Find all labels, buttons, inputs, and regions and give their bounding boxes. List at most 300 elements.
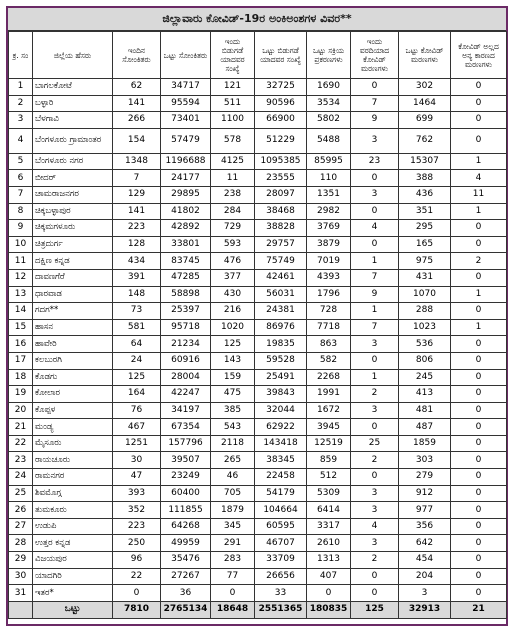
cell-today-deaths: 4 (351, 518, 399, 535)
cell-serial: 26 (9, 502, 33, 519)
cell-non-covid-deaths: 0 (451, 568, 507, 585)
cell-non-covid-deaths: 0 (451, 402, 507, 419)
cell-serial: 21 (9, 419, 33, 436)
cell-total-deaths: 436 (399, 186, 451, 203)
cell-today-discharged: 593 (211, 236, 255, 253)
cell-total-discharged: 33 (255, 585, 307, 602)
cell-today-deaths: 3 (351, 186, 399, 203)
cell-district: ಇತರ* (33, 585, 113, 602)
cell-total-cases: 39507 (161, 452, 211, 469)
cell-active-cases: 3534 (307, 95, 351, 112)
cell-non-covid-deaths: 0 (451, 352, 507, 369)
cell-serial: 5 (9, 153, 33, 170)
cell-total-cases: 67354 (161, 419, 211, 436)
total-cell-non-covid-deaths: 21 (451, 601, 507, 618)
cell-total-discharged: 19835 (255, 336, 307, 353)
cell-active-cases: 0 (307, 585, 351, 602)
cell-district: ಬೀದರ್ (33, 170, 113, 187)
col-header-today-cases: ಇಂದಿನ ಸೋಂಕಿತರು (113, 32, 161, 79)
cell-active-cases: 1690 (307, 79, 351, 96)
table-row (9, 153, 507, 170)
cell-today-cases: 128 (113, 236, 161, 253)
cell-active-cases: 512 (307, 469, 351, 486)
cell-serial: 18 (9, 369, 33, 386)
cell-total-discharged: 38345 (255, 452, 307, 469)
cell-district: ಹಾಸನ (33, 319, 113, 336)
cell-serial: 27 (9, 518, 33, 535)
cell-today-cases: 467 (113, 419, 161, 436)
cell-non-covid-deaths: 0 (451, 79, 507, 96)
cell-total-cases: 95718 (161, 319, 211, 336)
table-row (9, 203, 507, 220)
cell-today-cases: 30 (113, 452, 161, 469)
cell-serial: 22 (9, 435, 33, 452)
cell-total-deaths: 388 (399, 170, 451, 187)
cell-total-deaths: 413 (399, 386, 451, 403)
col-header-today-discharged: ಇಂದು ಬಿಡುಗಡೆ ಯಾದವರ ಸಂಖ್ಯೆ (211, 32, 255, 79)
col-header-active-cases: ಒಟ್ಟು ಸಕ್ರಿಯ ಪ್ರಕರಣಗಳು (307, 32, 351, 79)
cell-serial: 23 (9, 452, 33, 469)
cell-total-cases: 58898 (161, 286, 211, 303)
cell-total-cases: 42247 (161, 386, 211, 403)
cell-today-discharged: 385 (211, 402, 255, 419)
cell-total-deaths: 302 (399, 79, 451, 96)
cell-district: ವಿಜಯಪುರ (33, 552, 113, 569)
cell-serial: 15 (9, 319, 33, 336)
cell-today-deaths: 3 (351, 485, 399, 502)
cell-today-cases: 1348 (113, 153, 161, 170)
cell-district: ಬೆಳಗಾವಿ (33, 112, 113, 129)
cell-district: ಚಿತ್ರದುರ್ಗ (33, 236, 113, 253)
cell-district: ಬೆಂಗಳೂರು ಗ್ರಾಮಾಂತರ (33, 128, 113, 153)
cell-non-covid-deaths: 0 (451, 535, 507, 552)
cell-serial: 1 (9, 79, 33, 96)
cell-today-deaths: 25 (351, 435, 399, 452)
cell-today-discharged: 283 (211, 552, 255, 569)
cell-today-deaths: 2 (351, 386, 399, 403)
cell-non-covid-deaths: 0 (451, 585, 507, 602)
table-row (9, 170, 507, 187)
cell-today-deaths: 0 (351, 236, 399, 253)
table-row (9, 452, 507, 469)
cell-total-cases: 33801 (161, 236, 211, 253)
cell-total-deaths: 431 (399, 269, 451, 286)
cell-serial: 30 (9, 568, 33, 585)
cell-district: ದಕ್ಷಿಣ ಕನ್ನಡ (33, 253, 113, 270)
cell-serial: 6 (9, 170, 33, 187)
cell-today-cases: 223 (113, 518, 161, 535)
cell-serial: 20 (9, 402, 33, 419)
cell-today-cases: 73 (113, 303, 161, 320)
cell-district: ಶಿವಮೊಗ್ಗ (33, 485, 113, 502)
table-row (9, 112, 507, 129)
cell-active-cases: 5802 (307, 112, 351, 129)
cell-today-cases: 391 (113, 269, 161, 286)
cell-total-cases: 57479 (161, 128, 211, 153)
cell-district: ಚಾಮರಾಜನಗರ (33, 186, 113, 203)
cell-non-covid-deaths: 0 (451, 552, 507, 569)
cell-active-cases: 6414 (307, 502, 351, 519)
total-cell-total-discharged: 2551365 (255, 601, 307, 618)
cell-serial: 4 (9, 128, 33, 153)
table-row (9, 128, 507, 153)
cell-active-cases: 863 (307, 336, 351, 353)
cell-active-cases: 582 (307, 352, 351, 369)
cell-today-discharged: 291 (211, 535, 255, 552)
cell-total-discharged: 28097 (255, 186, 307, 203)
cell-district: ಬೆಂಗಳೂರು ನಗರ (33, 153, 113, 170)
cell-total-discharged: 75749 (255, 253, 307, 270)
table-row (9, 402, 507, 419)
cell-total-discharged: 26656 (255, 568, 307, 585)
total-cell-total-deaths: 32913 (399, 601, 451, 618)
cell-district: ಚಿಕ್ಕಮಗಳೂರು (33, 220, 113, 237)
cell-today-cases: 129 (113, 186, 161, 203)
cell-district: ಉಡುಪಿ (33, 518, 113, 535)
cell-serial: 12 (9, 269, 33, 286)
cell-serial: 25 (9, 485, 33, 502)
cell-total-discharged: 54179 (255, 485, 307, 502)
total-cell-district: ಒಟ್ಟು (33, 601, 113, 618)
cell-today-deaths: 2 (351, 452, 399, 469)
cell-non-covid-deaths: 0 (451, 112, 507, 129)
cell-today-cases: 22 (113, 568, 161, 585)
cell-total-cases: 28004 (161, 369, 211, 386)
cell-total-cases: 1196688 (161, 153, 211, 170)
cell-non-covid-deaths: 2 (451, 253, 507, 270)
cell-total-deaths: 15307 (399, 153, 451, 170)
total-cell-total-cases: 2765134 (161, 601, 211, 618)
table-row (9, 419, 507, 436)
cell-district: ಗದಗ** (33, 303, 113, 320)
cell-today-discharged: 476 (211, 253, 255, 270)
cell-non-covid-deaths: 11 (451, 186, 507, 203)
cell-serial: 13 (9, 286, 33, 303)
cell-today-discharged: 0 (211, 585, 255, 602)
cell-total-cases: 29895 (161, 186, 211, 203)
cell-total-discharged: 56031 (255, 286, 307, 303)
cell-today-deaths: 1 (351, 369, 399, 386)
cell-district: ದಾವಣಗೆರೆ (33, 269, 113, 286)
cell-total-cases: 60400 (161, 485, 211, 502)
cell-active-cases: 1991 (307, 386, 351, 403)
cell-total-deaths: 1859 (399, 435, 451, 452)
cell-today-cases: 154 (113, 128, 161, 153)
cell-today-deaths: 7 (351, 95, 399, 112)
cell-active-cases: 2268 (307, 369, 351, 386)
cell-today-cases: 64 (113, 336, 161, 353)
cell-today-cases: 7 (113, 170, 161, 187)
cell-total-cases: 47285 (161, 269, 211, 286)
cell-total-discharged: 38468 (255, 203, 307, 220)
cell-today-deaths: 0 (351, 568, 399, 585)
table-row (9, 386, 507, 403)
cell-total-deaths: 1023 (399, 319, 451, 336)
cell-total-deaths: 912 (399, 485, 451, 502)
cell-non-covid-deaths: 0 (451, 369, 507, 386)
cell-today-discharged: 143 (211, 352, 255, 369)
cell-active-cases: 5488 (307, 128, 351, 153)
cell-active-cases: 2610 (307, 535, 351, 552)
header-row (9, 32, 507, 79)
cell-total-discharged: 143418 (255, 435, 307, 452)
cell-today-discharged: 216 (211, 303, 255, 320)
cell-today-deaths: 0 (351, 203, 399, 220)
cell-total-discharged: 39843 (255, 386, 307, 403)
cell-serial: 2 (9, 95, 33, 112)
cell-district: ಕೊಪ್ಪಳ (33, 402, 113, 419)
cell-today-discharged: 265 (211, 452, 255, 469)
table-row (9, 435, 507, 452)
total-cell-serial (9, 601, 33, 618)
cell-total-discharged: 23555 (255, 170, 307, 187)
cell-today-deaths: 7 (351, 269, 399, 286)
cell-total-cases: 21234 (161, 336, 211, 353)
cell-total-cases: 36 (161, 585, 211, 602)
cell-today-cases: 266 (113, 112, 161, 129)
table-row (9, 236, 507, 253)
table-row (9, 469, 507, 486)
cell-total-deaths: 204 (399, 568, 451, 585)
cell-non-covid-deaths: 0 (451, 336, 507, 353)
cell-today-deaths: 0 (351, 419, 399, 436)
col-header-total-cases: ಒಟ್ಟು ಸೋಂಕಿತರು (161, 32, 211, 79)
cell-today-discharged: 729 (211, 220, 255, 237)
cell-serial: 10 (9, 236, 33, 253)
table-body (9, 79, 507, 619)
cell-today-cases: 0 (113, 585, 161, 602)
cell-today-discharged: 543 (211, 419, 255, 436)
cell-district: ಮಂಡ್ಯ (33, 419, 113, 436)
table-row (9, 535, 507, 552)
cell-today-cases: 24 (113, 352, 161, 369)
cell-today-discharged: 705 (211, 485, 255, 502)
cell-serial: 3 (9, 112, 33, 129)
cell-total-discharged: 86976 (255, 319, 307, 336)
cell-district: ಯಾದಗಿರಿ (33, 568, 113, 585)
cell-total-deaths: 295 (399, 220, 451, 237)
cell-today-deaths: 9 (351, 112, 399, 129)
cell-total-discharged: 32725 (255, 79, 307, 96)
cell-district: ಬಳ್ಳಾರಿ (33, 95, 113, 112)
cell-today-deaths: 9 (351, 286, 399, 303)
district-covid-table (8, 31, 507, 619)
cell-serial: 11 (9, 253, 33, 270)
cell-total-deaths: 245 (399, 369, 451, 386)
cell-today-deaths: 3 (351, 128, 399, 153)
cell-total-cases: 83745 (161, 253, 211, 270)
cell-total-cases: 60916 (161, 352, 211, 369)
cell-today-discharged: 2118 (211, 435, 255, 452)
cell-active-cases: 2982 (307, 203, 351, 220)
cell-total-deaths: 642 (399, 535, 451, 552)
cell-total-discharged: 25491 (255, 369, 307, 386)
cell-today-cases: 76 (113, 402, 161, 419)
cell-today-cases: 96 (113, 552, 161, 569)
cell-total-cases: 73401 (161, 112, 211, 129)
cell-total-deaths: 975 (399, 253, 451, 270)
cell-total-deaths: 3 (399, 585, 451, 602)
cell-today-deaths: 0 (351, 170, 399, 187)
cell-total-deaths: 303 (399, 452, 451, 469)
cell-total-discharged: 42461 (255, 269, 307, 286)
cell-active-cases: 12519 (307, 435, 351, 452)
cell-today-discharged: 1020 (211, 319, 255, 336)
cell-total-deaths: 1070 (399, 286, 451, 303)
table-row (9, 485, 507, 502)
cell-total-discharged: 29757 (255, 236, 307, 253)
cell-serial: 31 (9, 585, 33, 602)
cell-today-discharged: 159 (211, 369, 255, 386)
cell-today-deaths: 3 (351, 336, 399, 353)
cell-active-cases: 3879 (307, 236, 351, 253)
cell-today-discharged: 77 (211, 568, 255, 585)
cell-active-cases: 1313 (307, 552, 351, 569)
table-row (9, 286, 507, 303)
cell-today-cases: 1251 (113, 435, 161, 452)
cell-district: ಕೋಲಾರ (33, 386, 113, 403)
cell-total-deaths: 454 (399, 552, 451, 569)
total-cell-active-cases: 180835 (307, 601, 351, 618)
cell-total-cases: 23249 (161, 469, 211, 486)
cell-today-discharged: 475 (211, 386, 255, 403)
cell-today-discharged: 284 (211, 203, 255, 220)
cell-active-cases: 859 (307, 452, 351, 469)
col-header-total-deaths: ಒಟ್ಟು ಕೋವಿಡ್ ಮರಣಗಳು (399, 32, 451, 79)
table-row (9, 518, 507, 535)
cell-total-cases: 157796 (161, 435, 211, 452)
cell-today-discharged: 430 (211, 286, 255, 303)
cell-total-discharged: 66900 (255, 112, 307, 129)
cell-today-discharged: 1100 (211, 112, 255, 129)
cell-non-covid-deaths: 0 (451, 128, 507, 153)
cell-district: ರಾಯಚೂರು (33, 452, 113, 469)
cell-today-discharged: 125 (211, 336, 255, 353)
cell-today-deaths: 3 (351, 535, 399, 552)
table-row (9, 79, 507, 96)
cell-today-discharged: 345 (211, 518, 255, 535)
cell-non-covid-deaths: 0 (451, 220, 507, 237)
table-row (9, 552, 507, 569)
cell-total-deaths: 356 (399, 518, 451, 535)
cell-serial: 16 (9, 336, 33, 353)
cell-active-cases: 1672 (307, 402, 351, 419)
cell-total-discharged: 24381 (255, 303, 307, 320)
cell-today-discharged: 121 (211, 79, 255, 96)
cell-total-discharged: 46707 (255, 535, 307, 552)
cell-today-cases: 141 (113, 203, 161, 220)
cell-total-cases: 111855 (161, 502, 211, 519)
cell-total-deaths: 536 (399, 336, 451, 353)
cell-today-discharged: 511 (211, 95, 255, 112)
cell-today-deaths: 0 (351, 79, 399, 96)
cell-district: ಕೊಡಗು (33, 369, 113, 386)
cell-total-cases: 35476 (161, 552, 211, 569)
table-row (9, 502, 507, 519)
cell-active-cases: 5309 (307, 485, 351, 502)
cell-non-covid-deaths: 0 (451, 518, 507, 535)
cell-total-cases: 49959 (161, 535, 211, 552)
table-row (9, 336, 507, 353)
cell-today-cases: 250 (113, 535, 161, 552)
total-cell-today-deaths: 125 (351, 601, 399, 618)
cell-total-discharged: 22458 (255, 469, 307, 486)
cell-today-deaths: 1 (351, 253, 399, 270)
cell-total-cases: 34197 (161, 402, 211, 419)
cell-total-cases: 25397 (161, 303, 211, 320)
cell-non-covid-deaths: 0 (451, 485, 507, 502)
table-row (9, 253, 507, 270)
report-title: ಜಿಲ್ಲಾವಾರು ಕೋವಿಡ್-19ರ ಅಂಕಿಅಂಶಗಳ ವಿವರ** (8, 8, 506, 31)
cell-total-discharged: 32044 (255, 402, 307, 419)
table-row (9, 303, 507, 320)
cell-total-discharged: 38828 (255, 220, 307, 237)
cell-serial: 14 (9, 303, 33, 320)
cell-active-cases: 3769 (307, 220, 351, 237)
cell-today-discharged: 578 (211, 128, 255, 153)
cell-total-deaths: 165 (399, 236, 451, 253)
cell-total-deaths: 762 (399, 128, 451, 153)
cell-district: ರಾಮನಗರ (33, 469, 113, 486)
cell-total-deaths: 481 (399, 402, 451, 419)
cell-active-cases: 7019 (307, 253, 351, 270)
cell-total-deaths: 288 (399, 303, 451, 320)
table-row (9, 269, 507, 286)
cell-serial: 19 (9, 386, 33, 403)
cell-total-discharged: 1095385 (255, 153, 307, 170)
cell-non-covid-deaths: 0 (451, 236, 507, 253)
cell-today-deaths: 1 (351, 303, 399, 320)
cell-today-deaths: 2 (351, 552, 399, 569)
cell-non-covid-deaths: 0 (451, 502, 507, 519)
cell-non-covid-deaths: 1 (451, 203, 507, 220)
cell-today-deaths: 0 (351, 585, 399, 602)
cell-non-covid-deaths: 0 (451, 95, 507, 112)
cell-total-cases: 95594 (161, 95, 211, 112)
col-header-district: ಜಿಲ್ಲೆಯ ಹೆಸರು (33, 32, 113, 79)
cell-today-deaths: 0 (351, 469, 399, 486)
col-header-today-deaths: ಇಂದು ವರದಿಯಾದ ಕೋವಿಡ್ ಮರಣಗಳು (351, 32, 399, 79)
cell-district: ಧಾರವಾಡ (33, 286, 113, 303)
cell-district: ಹಾವೇರಿ (33, 336, 113, 353)
cell-total-cases: 41802 (161, 203, 211, 220)
cell-today-discharged: 46 (211, 469, 255, 486)
cell-today-deaths: 7 (351, 319, 399, 336)
table-row (9, 352, 507, 369)
table-row (9, 319, 507, 336)
cell-active-cases: 3317 (307, 518, 351, 535)
table-row (9, 220, 507, 237)
cell-active-cases: 3945 (307, 419, 351, 436)
cell-today-deaths: 3 (351, 502, 399, 519)
cell-total-deaths: 699 (399, 112, 451, 129)
cell-today-cases: 141 (113, 95, 161, 112)
cell-total-discharged: 59528 (255, 352, 307, 369)
cell-today-cases: 223 (113, 220, 161, 237)
cell-serial: 17 (9, 352, 33, 369)
cell-non-covid-deaths: 1 (451, 319, 507, 336)
report-frame (6, 6, 508, 626)
cell-non-covid-deaths: 0 (451, 435, 507, 452)
cell-serial: 8 (9, 203, 33, 220)
cell-today-cases: 352 (113, 502, 161, 519)
cell-today-deaths: 4 (351, 220, 399, 237)
cell-serial: 24 (9, 469, 33, 486)
cell-non-covid-deaths: 4 (451, 170, 507, 187)
cell-serial: 7 (9, 186, 33, 203)
total-cell-today-cases: 7810 (113, 601, 161, 618)
cell-total-deaths: 351 (399, 203, 451, 220)
